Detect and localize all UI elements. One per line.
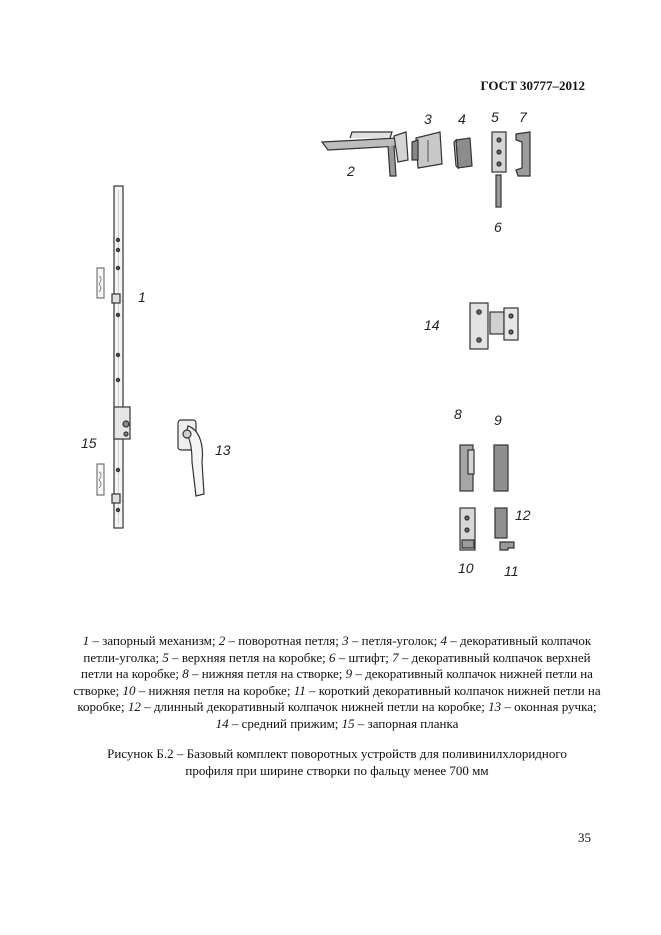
label-10: 10 [458,560,474,576]
turning-hinge-drawing [322,132,408,176]
corner-hinge-drawing [412,132,442,168]
legend-item: 6 – штифт; [329,649,393,665]
label-14: 14 [424,317,440,333]
legend-item: 14 – средний прижим; [215,715,342,731]
window-handle-drawing [178,420,204,496]
label-8: 8 [454,406,462,422]
standard-header: ГОСТ 30777–2012 [480,78,585,93]
legend-item: 5 – верхняя петля на коробке; [162,649,330,665]
label-3: 3 [424,111,432,127]
label-7: 7 [519,109,527,125]
label-13: 13 [215,442,231,458]
legend-item: 11 – короткий декоративный колпачок нижней петли на коробке; [77,682,601,714]
lower-frame-hinge-drawing [460,508,475,550]
short-lower-hinge-cap-drawing [500,542,514,550]
label-6: 6 [494,219,502,235]
locking-mechanism-drawing [112,186,130,528]
legend-item: 12 – длинный декоративный колпачок нижней петли на коробке; [127,699,489,714]
pin-drawing [496,175,501,207]
page-number: 35 [578,830,591,845]
label-1: 1 [138,289,146,305]
upper-frame-hinge-drawing [492,132,506,172]
label-5: 5 [491,109,499,125]
lower-sash-hinge-drawing [460,445,474,491]
lower-sash-hinge-cap-drawing [494,445,508,491]
middle-latch-drawing [470,303,518,349]
legend-item: 3 – петля-уголок; [342,633,441,648]
legend-item: 1 – запорный механизм; [82,633,219,648]
caption-line-2: профиля при ширине створки по фальцу менее 700 мм [185,762,489,778]
legend-item: 2 – поворотная петля; [218,633,343,648]
legend-item: 9 – декоративный колпачок нижней петли на створке; [73,666,593,698]
legend-item: 15 – запорная планка [341,715,459,731]
label-15: 15 [81,435,97,451]
corner-hinge-cap-drawing [454,138,472,168]
long-lower-hinge-cap-drawing [495,508,507,538]
label-12: 12 [515,507,531,523]
upper-hinge-cap-drawing [516,132,530,176]
label-2: 2 [347,163,355,179]
figure-caption [72,746,602,779]
legend-item: 4 – декоративный колпачок петли-уголка; [83,633,592,665]
label-4: 4 [458,111,466,127]
legend-item: 10 – нижняя петля на коробке; [122,682,294,698]
caption-line-1: Рисунок Б.2 – Базовый комплект поворотных устройств для поливинилхлоридного [107,746,567,761]
legend-item: 8 – нижняя петля на створке; [182,666,346,681]
legend-item: 13 – оконная ручка; [488,699,597,714]
legend-item: 7 – декоративный колпачок верхней петли на коробке; [81,649,591,681]
figure-legend [72,633,602,732]
strike-plate-drawing [97,268,104,495]
label-9: 9 [494,412,502,428]
label-11: 11 [504,563,519,579]
